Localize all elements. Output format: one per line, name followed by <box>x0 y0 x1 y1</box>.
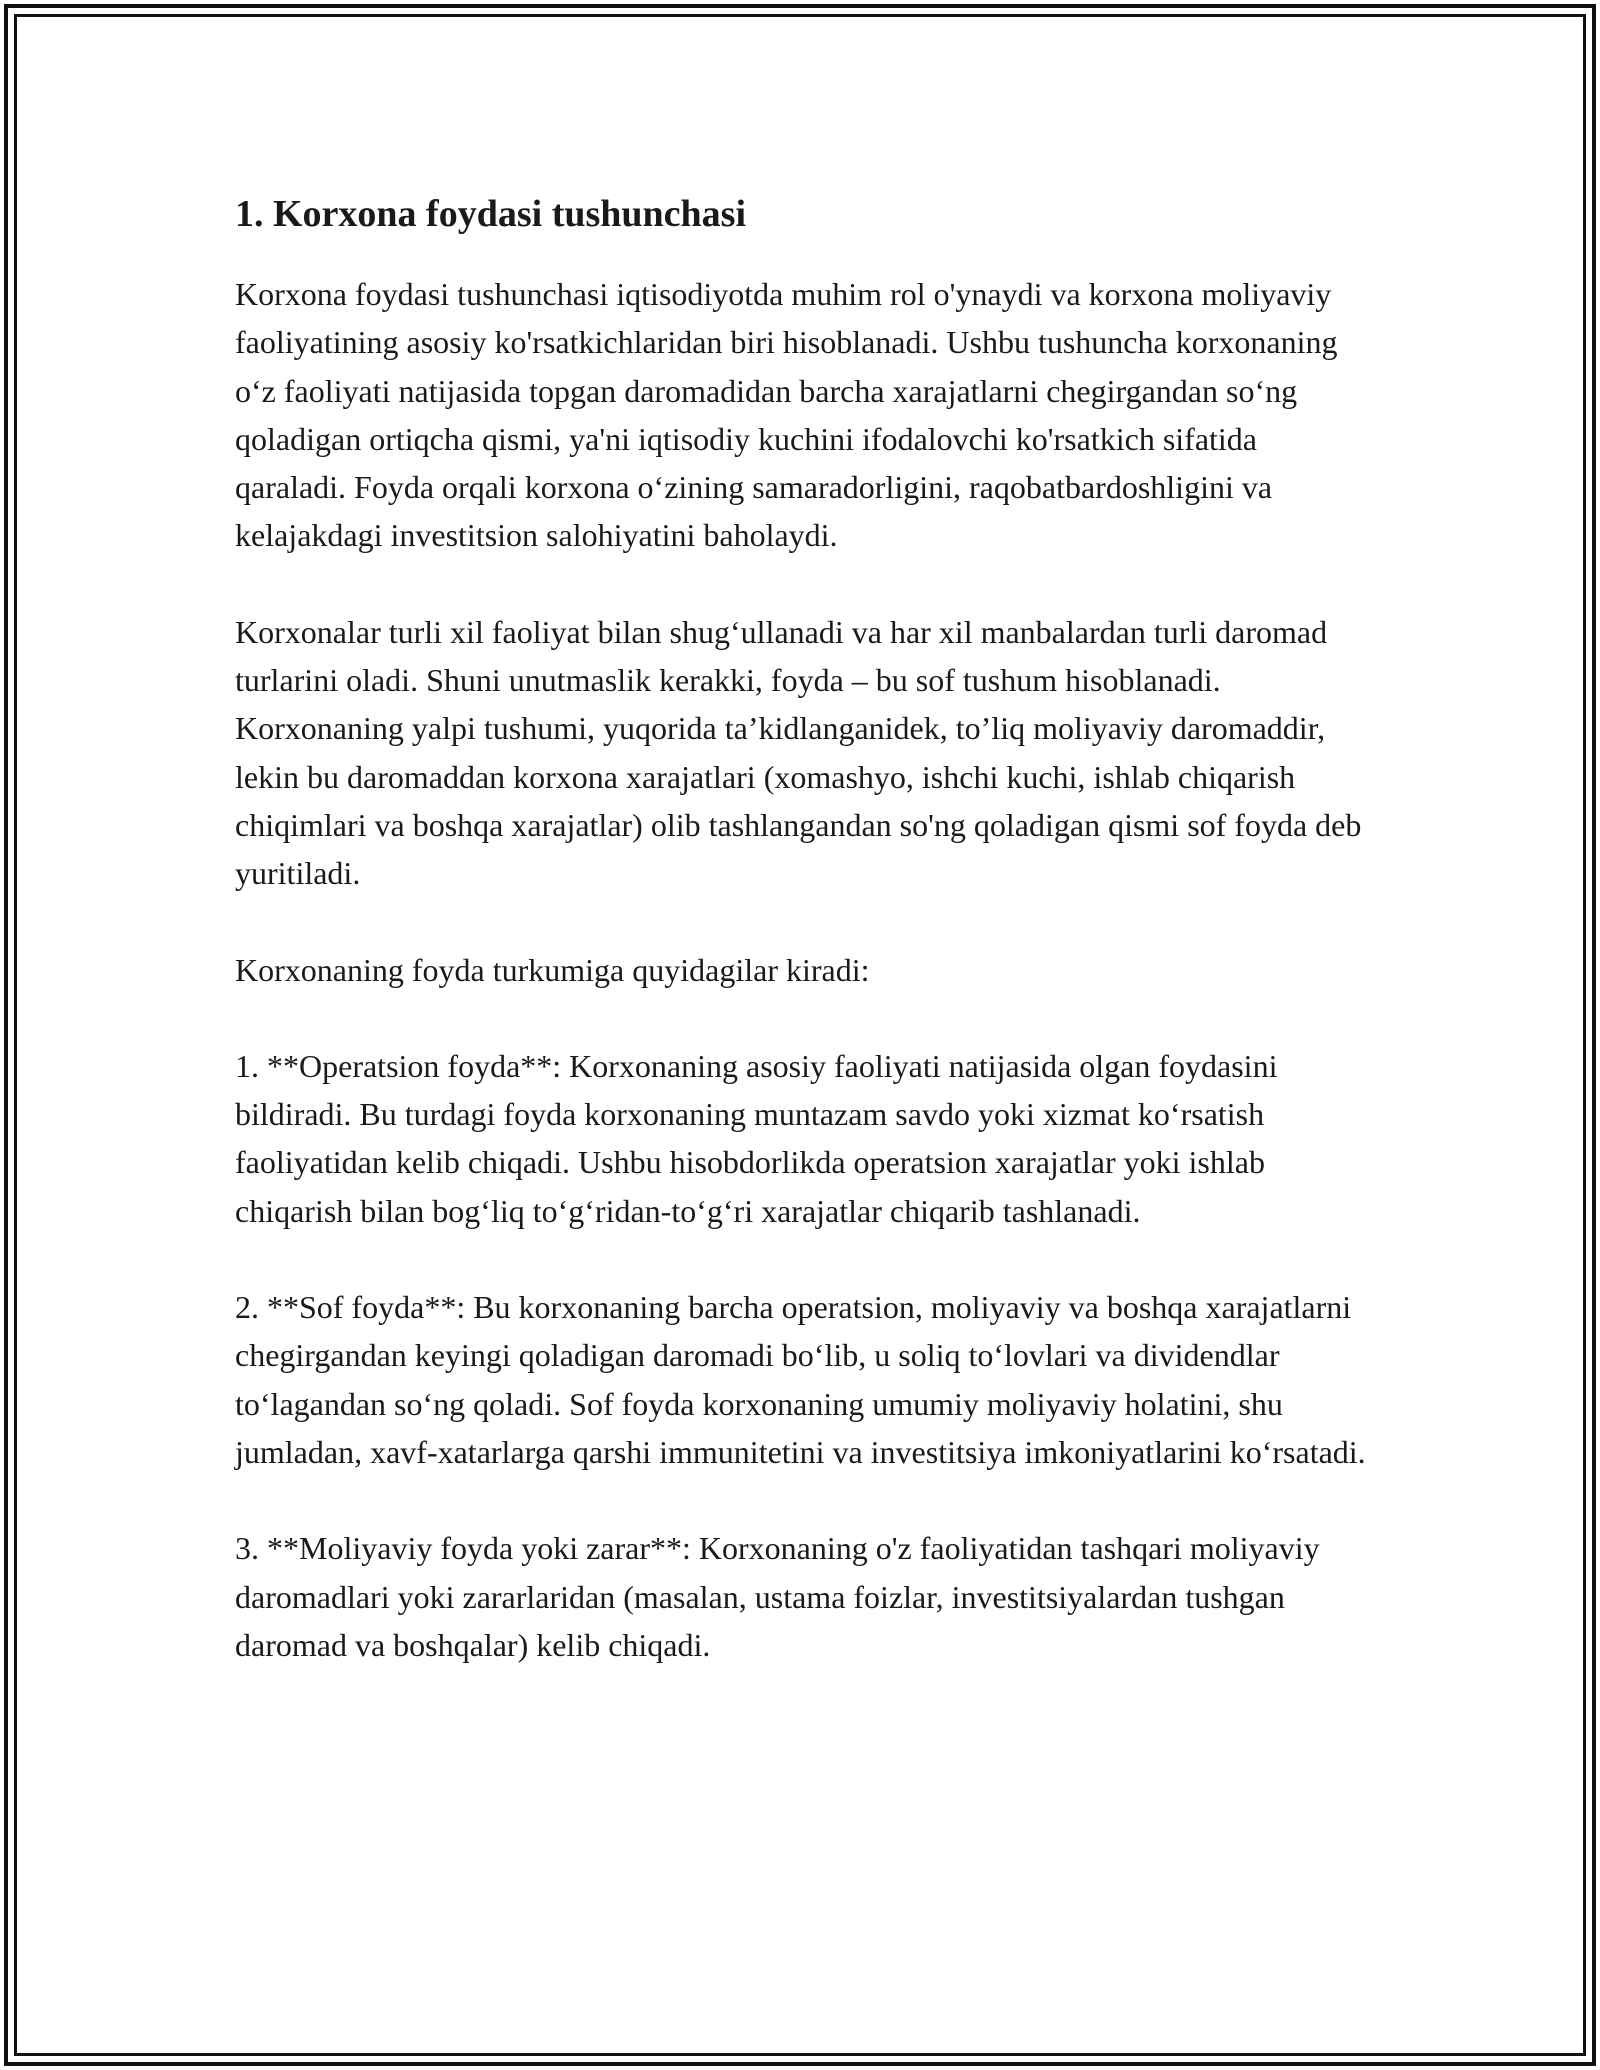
document-body <box>235 188 1375 1717</box>
paragraph-intro: Korxona foydasi tushunchasi iqtisodiyotda muhim rol o'ynaydi va korxona moliyaviy faoliyatining asosiy ko'rsatkichlaridan biri hisoblanadi. Ushbu tushuncha korxonaning o‘z faoliyati natijasida topgan daromadidan barcha xarajatlarni chegirgandan so‘ng qoladigan ortiqcha qismi, ya'ni iqtisodiy kuchini ifodalovchi ko'rsatkich sifatida qaraladi. Foyda orqali korxona o‘zining samaradorligini, raqobatbardoshligini va kelajakdagi investitsion salohiyatini baholaydi. <box>235 276 1338 554</box>
list-item-net-profit: 2. **Sof foyda**: Bu korxonaning barcha operatsion, moliyaviy va boshqa xarajatlarni chegirgandan keyingi qoladigan daromadi bo‘lib, u soliq to‘lovlari va dividendlar to‘lagandan so‘ng qoladi. Sof foyda korxonaning umumiy moliyaviy holatini, shu jumladan, xavf-xatarlarga qarshi immunitetini va investitsiya imkoniyatlarini ko‘rsatadi. <box>235 1289 1366 1470</box>
list-item-operating-profit: 1. **Operatsion foyda**: Korxonaning asosiy faoliyati natijasida olgan foydasini bildiradi. Bu turdagi foyda korxonaning muntazam savdo yoki xizmat ko‘rsatish faoliyatidan kelib chiqadi. Ushbu hisobdorlikda operatsion xarajatlar yoki ishlab chiqarish bilan bog‘liq to‘g‘ridan-to‘g‘ri xarajatlar chiqarib tashlanadi. <box>235 1047 1278 1229</box>
paragraph-list-intro: Korxonaning foyda turkumiga quyidagilar kiradi: <box>235 951 870 988</box>
paragraph-net-revenue: Korxonalar turli xil faoliyat bilan shug‘ullanadi va har xil manbalardan turli daromad turlarini oladi. Shuni unutmaslik kerakki, foyda – bu sof tushum hisoblanadi. Korxonaning yalpi tushumi, yuqorida ta’kidlanganidek, to’liq moliyaviy daromaddir, lekin bu daromaddan korxona xarajatlari (xomashyo, ishchi kuchi, ishlab chiqarish chiqimlari va boshqa xarajatlar) olib tashlangandan so'ng qoladigan qismi sof foyda deb yuritiladi. <box>235 613 1362 892</box>
document-title: 1. Korxona foydasi tushunchasi <box>235 193 747 235</box>
list-item-financial-profit: 3. **Moliyaviy foyda yoki zarar**: Korxonaning o'z faoliyatidan tashqari moliyaviy daromadlari yoki zararlaridan (masalan, ustama foizlar, investitsiyalardan tushgan daromad va boshqalar) kelib chiqadi. <box>235 1530 1320 1663</box>
